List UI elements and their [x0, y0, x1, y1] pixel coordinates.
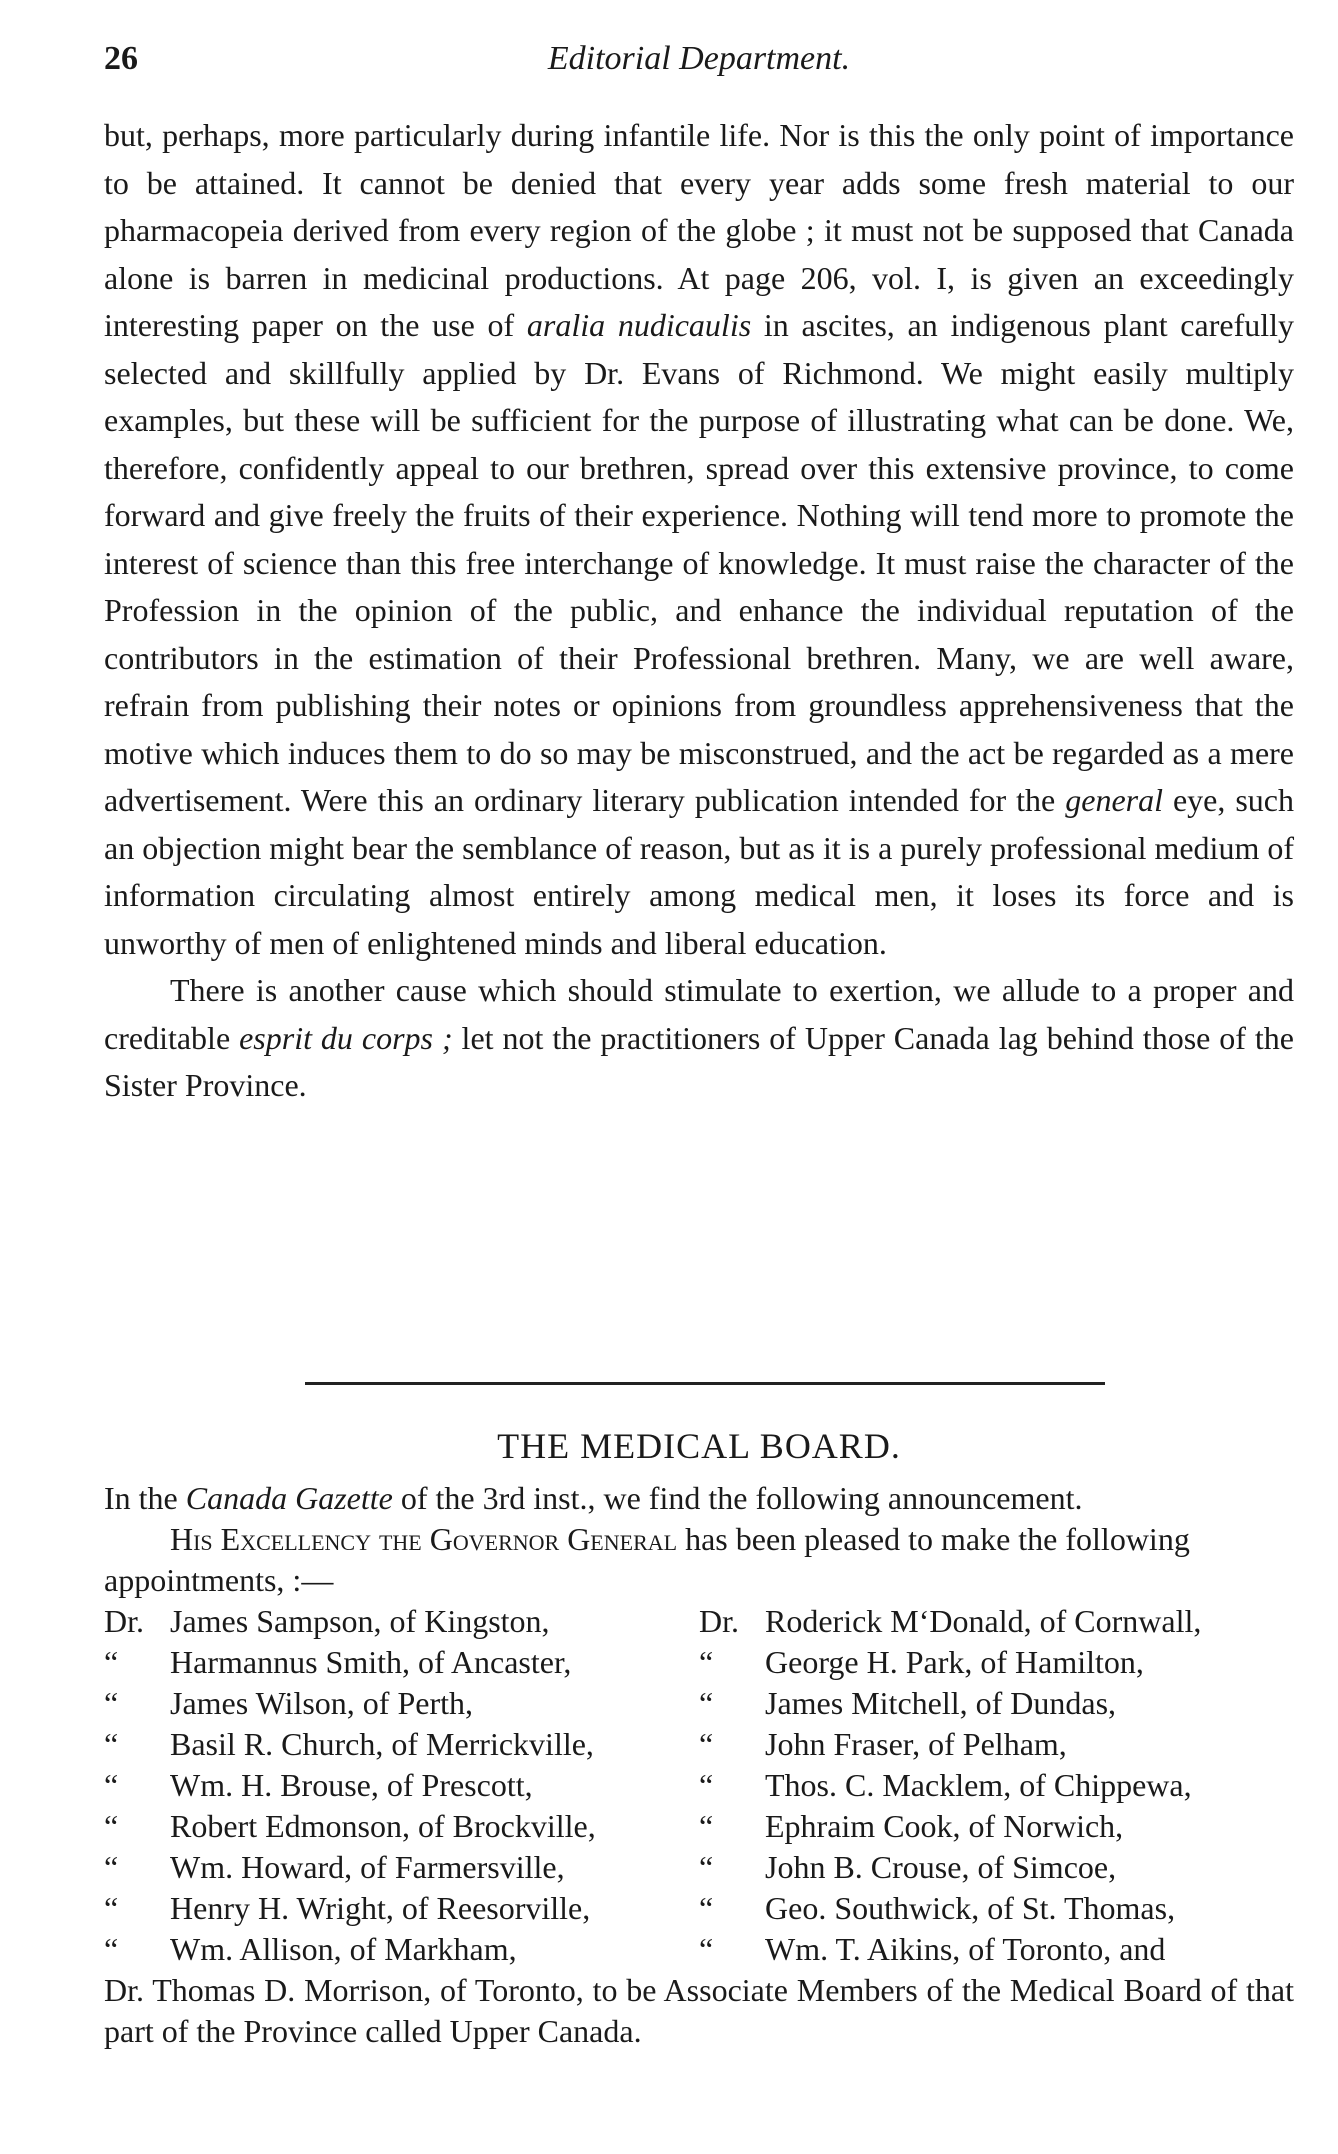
announcement-body-text: has been pleased to make the following appointments, :— [104, 1521, 1190, 1598]
entry-prefix: “ [699, 1644, 714, 1680]
paragraph-2-italic: esprit du corps ; [239, 1019, 453, 1056]
entry-prefix: Dr. [699, 1603, 739, 1639]
medical-board-section [104, 1478, 1294, 2052]
entry-prefix: “ [699, 1890, 714, 1926]
entry-prefix: “ [104, 1849, 119, 1885]
section-title: THE MEDICAL BOARD. [497, 1426, 901, 1466]
paragraph-1 [104, 112, 1294, 967]
paragraph-1-italic-b: general [1065, 782, 1163, 818]
entry-prefix: “ [699, 1726, 714, 1762]
entry-name: Robert Edmonson, of Brockville, [170, 1808, 596, 1844]
list-item [104, 1724, 699, 1765]
entry-name: George H. Park, of Hamilton, [765, 1644, 1144, 1680]
appointees-right-column [699, 1601, 1294, 1970]
entry-name: Wm. Howard, of Farmersville, [170, 1849, 565, 1885]
announcement-intro [104, 1478, 1294, 1519]
entry-prefix: “ [104, 1808, 119, 1844]
list-item [699, 1806, 1294, 1847]
running-head [104, 40, 1294, 90]
entry-prefix: “ [104, 1890, 119, 1926]
list-item [104, 1765, 699, 1806]
running-title: Editorial Department. [547, 40, 851, 77]
entry-prefix: “ [104, 1726, 119, 1762]
entry-name: James Sampson, of Kingston, [170, 1603, 550, 1639]
entry-prefix: “ [699, 1808, 714, 1844]
entry-name: Basil R. Church, of Merrickville, [170, 1726, 594, 1762]
list-item [699, 1642, 1294, 1683]
editorial-body [104, 112, 1294, 1110]
entry-prefix: “ [104, 1931, 119, 1967]
intro-text-b: of the 3rd inst., we find the following announcement. [392, 1480, 1083, 1516]
entry-name: John B. Crouse, of Simcoe, [765, 1849, 1117, 1885]
paragraph-2-text-b: let not the practitioners of Upper Canada lag behind those of the Sister Province. [104, 1019, 1295, 1103]
entry-name: Harmannus Smith, of Ancaster, [170, 1644, 572, 1680]
list-item [104, 1642, 699, 1683]
entry-prefix: “ [699, 1767, 714, 1803]
list-item [699, 1765, 1294, 1806]
entry-prefix: “ [104, 1767, 119, 1803]
paragraph-1-text-a: but, perhaps, more particularly during infantile life. Nor is this the only point of importance to be attained. It cannot be denied that every year adds some fresh material to our pharmacopeia derived from every region of the globe ; it must not be supposed that Canada alone is barren in medicinal productions. At page 206, vol. I, is given an exceedingly interesting paper on the use of [104, 117, 1294, 343]
list-item [104, 1683, 699, 1724]
list-item [104, 1847, 699, 1888]
announcement-body [104, 1519, 1294, 1601]
list-item [699, 1888, 1294, 1929]
list-item [699, 1683, 1294, 1724]
list-item [104, 1806, 699, 1847]
paragraph-2 [104, 967, 1294, 1110]
governor-general-title: His Excellency the Governor General [170, 1521, 678, 1557]
paragraph-1-text-c: eye, such an objection might bear the semblance of reason, but as it is a purely professional medium of information circulating almost entirely among medical men, it loses its force and is unworthy of men of enlightened minds and liberal education. [104, 782, 1295, 961]
announcement-closing: Dr. Thomas D. Morrison, of Toronto, to be Associate Members of the Medical Board of that part of the Province called Upper Canada. [104, 1972, 1294, 2049]
intro-text-a: In the [104, 1480, 186, 1516]
entry-name: Roderick M‘Donald, of Cornwall, [765, 1603, 1202, 1639]
entry-prefix: “ [699, 1685, 714, 1721]
paragraph-1-text-b: in ascites, an indigenous plant carefully selected and skillfully applied by Dr. Evans of Richmond. We might easily multiply examples, but these will be sufficient for the purpose of illustrating what can be done. We, therefore, confidently appeal to our brethren, spread over this extensive province, to come forward and give freely the fruits of their experience. Nothing will tend more to promote the interest of science than this free interchange of knowledge. It must raise the character of the Profession in the opinion of the public, and enhance the individual reputation of the contributors in the estimation of their Professional brethren. Many, we are well aware, refrain from publishing their notes or opinions from groundless apprehensiveness that the motive which induces them to do so may be misconstrued, and the act be regarded as a mere advertisement. Were this an ordinary literary publication intended for the [104, 307, 1295, 818]
entry-name: Geo. Southwick, of St. Thomas, [765, 1890, 1176, 1926]
list-item [104, 1888, 699, 1929]
entry-prefix: “ [104, 1644, 119, 1680]
list-item [699, 1847, 1294, 1888]
list-item [104, 1929, 699, 1970]
entry-prefix: “ [104, 1685, 119, 1721]
intro-italic: Canada Gazette [185, 1480, 393, 1516]
list-item [699, 1929, 1294, 1970]
appointees-left-column [104, 1601, 699, 1970]
paragraph-1-italic-a: aralia nudicaulis [526, 307, 752, 343]
entry-name: John Fraser, of Pelham, [765, 1726, 1067, 1762]
paragraph-2-text-a: There is another cause which should stimulate to exertion, we allude to a proper and creditable [104, 972, 1294, 1056]
entry-name: Henry H. Wright, of Reesorville, [170, 1890, 591, 1926]
entry-prefix: “ [699, 1849, 714, 1885]
appointees-list [104, 1601, 1294, 1970]
entry-name: Ephraim Cook, of Norwich, [765, 1808, 1124, 1844]
entry-name: Wm. T. Aikins, of Toronto, and [765, 1931, 1166, 1967]
list-item [699, 1724, 1294, 1765]
entry-prefix: “ [699, 1931, 714, 1967]
page-number: 26 [104, 40, 138, 77]
entry-name: Thos. C. Macklem, of Chippewa, [765, 1767, 1192, 1803]
entry-name: Wm. H. Brouse, of Prescott, [170, 1767, 533, 1803]
entry-name: James Wilson, of Perth, [170, 1685, 473, 1721]
list-item [104, 1601, 699, 1642]
entry-name: James Mitchell, of Dundas, [765, 1685, 1117, 1721]
section-divider [305, 1382, 1105, 1385]
entry-name: Wm. Allison, of Markham, [170, 1931, 517, 1967]
list-item [699, 1601, 1294, 1642]
entry-prefix: Dr. [104, 1603, 144, 1639]
